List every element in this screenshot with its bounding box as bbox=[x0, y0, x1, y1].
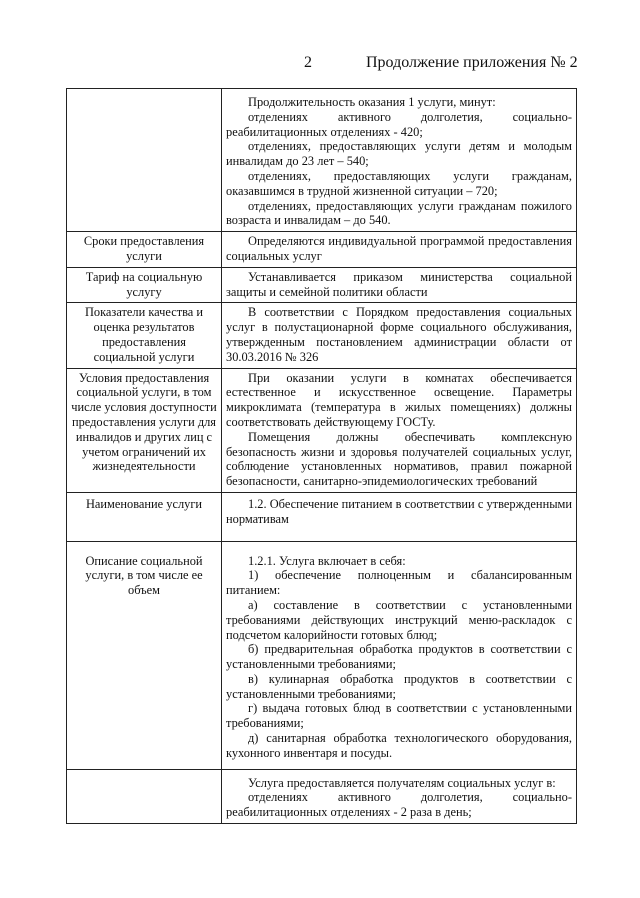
row-content bbox=[222, 267, 577, 303]
paragraph: При оказании услуги в комнатах обеспечивается естественное и искусственное освещение. Параметры микроклимата (температура в жилых помещениях) должны соответствовать действующему ГОСТу. bbox=[226, 370, 572, 429]
paragraph: а) составление в соответствии с установленными требованиями действующих инструкций меню-раскладок с подсчетом калорийности готовых блюд; bbox=[226, 597, 572, 642]
row-label: Тариф на социальную услугу bbox=[67, 267, 222, 303]
paragraph: г) выдача готовых блюд в соответствии с установленными требованиями; bbox=[226, 701, 572, 731]
page-header-title: Продолжение приложения № 2 bbox=[366, 54, 578, 71]
paragraph: Определяются индивидуальной программой предоставления социальных услуг bbox=[226, 234, 572, 263]
table-row bbox=[67, 541, 577, 769]
row-content bbox=[222, 769, 577, 823]
paragraph: В соответствии с Порядком предоставления социальных услуг в полустационарной форме социального обслуживания, утвержденным постановлением администрации области от 30.03.2016 № 326 bbox=[226, 305, 572, 364]
paragraph: Устанавливается приказом министерства социальной защиты и семейной политики области bbox=[226, 269, 572, 299]
paragraph: отделениях активного долголетия, социально-реабилитационных отделениях - 420; bbox=[226, 109, 572, 139]
paragraph: отделениях, предоставляющих услуги гражданам пожилого возраста и инвалидам – до 540. bbox=[226, 198, 572, 228]
table-row bbox=[67, 368, 577, 492]
paragraph: Помещения должны обеспечивать комплексную безопасность жизни и здоровья получателей социальных услуг, соблюдение установленных нормативов, правил пожарной безопасности, санитарно-эпидемиологических требований bbox=[226, 429, 572, 489]
row-label: Наименование услуги bbox=[67, 492, 222, 541]
row-content bbox=[222, 232, 577, 268]
paragraph: отделениях активного долголетия, социально-реабилитационных отделениях - 2 раза в день; bbox=[226, 790, 572, 820]
table-row bbox=[67, 267, 577, 303]
row-content bbox=[222, 368, 577, 492]
row-label: Описание социальной услуги, в том числе ее объем bbox=[67, 541, 222, 769]
service-table bbox=[66, 88, 577, 824]
row-label: Сроки предоставления услуги bbox=[67, 232, 222, 268]
paragraph: 1.2.1. Услуга включает в себя: bbox=[248, 553, 406, 568]
row-content bbox=[222, 541, 577, 769]
paragraph: отделениях, предоставляющих услуги детям и молодым инвалидам до 23 лет – 540; bbox=[226, 139, 572, 169]
table-row bbox=[67, 303, 577, 368]
table-row bbox=[67, 89, 577, 232]
paragraph: в) кулинарная обработка продуктов в соответствии с установленными требованиями; bbox=[226, 671, 572, 701]
page-number: 2 bbox=[304, 54, 312, 71]
row-content bbox=[222, 89, 577, 232]
row-label bbox=[67, 769, 222, 823]
table-row bbox=[67, 492, 577, 541]
paragraph: Услуга предоставляется получателям социальных услуг в: bbox=[248, 775, 556, 790]
paragraph: 1.2. Обеспечение питанием в соответствии с утвержденными нормативам bbox=[226, 496, 572, 526]
row-content bbox=[222, 492, 577, 541]
row-label: Условия предоставления социальной услуги, в том числе условия доступности предоставления услуги для инвалидов и других лиц с учетом ограничений их жизнедеятельности bbox=[67, 368, 222, 492]
paragraph: отделениях, предоставляющих услуги гражданам, оказавшимся в трудной жизненной ситуации – 720; bbox=[226, 168, 572, 198]
table-row bbox=[67, 769, 577, 823]
paragraph: Продолжительность оказания 1 услуги, минут: bbox=[248, 95, 496, 109]
paragraph: д) санитарная обработка технологического оборудования, кухонного инвентаря и посуды. bbox=[226, 731, 572, 760]
row-label: Показатели качества и оценка результатов предоставления социальной услуги bbox=[67, 303, 222, 368]
row-content bbox=[222, 303, 577, 368]
table-row bbox=[67, 232, 577, 268]
paragraph: 1) обеспечение полноценным и сбалансированным питанием: bbox=[226, 568, 572, 598]
row-label bbox=[67, 89, 222, 232]
paragraph: б) предварительная обработка продуктов в соответствии с установленными требованиями; bbox=[226, 642, 572, 672]
